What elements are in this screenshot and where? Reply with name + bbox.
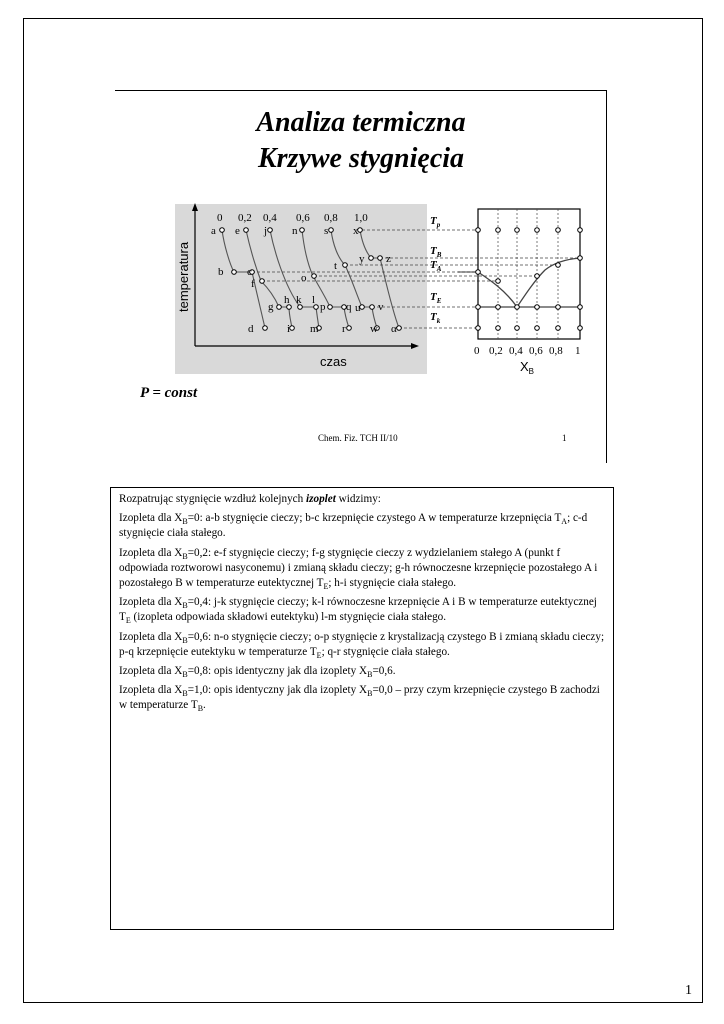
tick-0: 0 [474,345,480,357]
label-Tk: $T_k$ [430,311,441,325]
composition-label-0-2: 0,2 [238,212,252,224]
notes-isopleth-0-2: Izopleta dla $X_B=0,2$: e-f stygnięcie cieczy; f-g stygnięcie cieczy z wydzielaniem stałego A (punkt f odpowiada roztworowi nasyconemu) i zmianą składu cieczy; g-h równoczesne krzepnięcie pozostałego A i pozostałego B w temperaturze eutektycznej $T_E$; h-i stygnięcie ciała stałego. [119,546,598,592]
letter-w: w [370,323,378,335]
title-line-2: Krzywe stygnięcia [257,143,465,174]
letter-d: d [248,323,254,335]
letter-m: m [310,323,319,335]
letter-s: s [324,225,329,237]
label-TE: $T_E$ [430,291,442,305]
label-Tp: $T_p$ [430,215,441,229]
pressure-condition: P = const [140,385,198,401]
letter-k: k [296,294,302,306]
x-axis-label: czas [320,354,347,369]
phase-diagram [458,209,582,376]
point-p [328,305,333,310]
notes-intro: Rozpatrując stygnięcie wzdłuż kolejnych izoplet widzimy: [119,493,381,505]
composition-label-0-4: 0,4 [263,212,277,224]
point-o [312,274,317,279]
point-v [370,305,375,310]
tick-0-6: 0,6 [529,345,543,357]
letter-q: q [346,301,352,313]
page-number: 1 [685,983,692,998]
slide-footer-number: 1 [562,433,567,443]
phase-diagram-frame [478,209,580,339]
label-TA: $T_A$ [430,259,442,273]
point-z [378,256,383,261]
letter-u: u [355,302,361,314]
letter-x: x [353,225,359,237]
point-alpha [397,326,402,331]
point-d [263,326,268,331]
point-t [343,263,348,268]
phase-axis-label: $X_B$ [520,359,535,376]
composition-label-0-8: 0,8 [324,212,338,224]
phase-markers [476,228,583,331]
point-b [232,270,237,275]
composition-label-0-6: 0,6 [296,212,310,224]
point-i [290,326,295,331]
letter-y: y [359,253,365,265]
letter-g: g [268,301,274,313]
point-y [369,256,374,261]
point-s [329,228,334,233]
letter-i: i [287,323,291,335]
notes-isopleth-0-6: Izopleta dla $X_B=0,6$: n-o stygnięcie cieczy; o-p stygnięcie z krystalizacją czystego B i zmianą składu cieczy; p-q krzepnięcie eutektyku w temperaturze $T_E$; q-r stygnięcie ciała stałego. [119,630,605,661]
notes-isopleth-0-4: Izopleta dla $X_B=0,4$: j-k stygnięcie cieczy; k-l równoczesne krzepnięcie A i B w temperaturze eutektycznej $T_E$ (izopleta odpowiada składowi eutektyku) l-m stygnięcie ciała stałego. [119,596,597,626]
composition-label-0: 0 [217,212,223,224]
point-a [220,228,225,233]
letter-a: a [211,225,216,237]
letter-o: o [301,272,307,284]
letter-z: z [386,253,391,265]
tick-1: 1 [575,345,581,357]
letter-t: t [334,260,338,272]
notes-box [110,487,614,930]
y-axis-label: temperatura [176,241,191,312]
letter-l: l [312,294,316,306]
letter-n: n [292,225,298,237]
slide-footer-source: Chem. Fiz. TCH II/10 [318,433,398,443]
point-g [277,305,282,310]
notes-isopleth-1-0: Izopleta dla $X_B=1,0$: opis identyczny jak dla izoplety $X_B=0,0$ – przy czym krzepnięcie czystego B zachodzi w temperaturze $T_B$. [119,684,600,714]
liquidus-curve [478,258,580,307]
notes-isopleth-0-8: Izopleta dla $X_B=0,8$: opis identyczny jak dla izoplety $X_B=0,6$. [119,665,396,680]
phase-axis-ticks [474,345,581,357]
composition-label-1-0: 1,0 [354,212,368,224]
isopleth-lines [498,209,558,339]
point-f [260,279,265,284]
tick-0-8: 0,8 [549,345,563,357]
thermal-analysis-figure [0,0,724,470]
letter-v: v [378,301,384,313]
label-TB: $T_B$ [430,245,442,259]
letter-c: c [247,266,252,278]
point-n [300,228,305,233]
letter-b: b [218,266,224,278]
temperature-labels [430,215,442,325]
letter-e: e [235,225,240,237]
point-r [347,326,352,331]
title-line-1: Analiza termiczna [256,107,466,138]
point-e [244,228,249,233]
letter-r: r [342,323,346,335]
letter-j: j [264,225,268,237]
letter-alpha: α [391,323,397,335]
notes-isopleth-0: Izopleta dla $X_B=0$: a-b stygnięcie cieczy; b-c krzepnięcie czystego A w temperaturze krzepnięcia $T_A$; c-d stygnięcie ciała stałego. [119,512,588,540]
letter-h: h [284,294,290,306]
point-j [268,228,273,233]
tick-0-4: 0,4 [509,345,523,357]
letter-f: f [251,278,255,290]
letter-p: p [320,301,326,313]
tick-0-2: 0,2 [489,345,503,357]
